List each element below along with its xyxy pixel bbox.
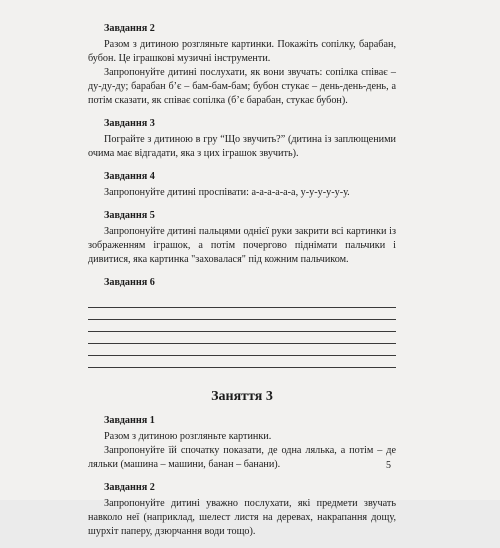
- task-4-block: [88, 170, 396, 200]
- task-paragraph: Запропонуйте дитині проспівати: а-а-а-а-а-а, у-у-у-у-у-у.: [104, 187, 350, 198]
- task-6-block: [88, 276, 396, 368]
- task-title: Завдання 3: [104, 118, 155, 129]
- page-content: [88, 22, 396, 548]
- task-title: Завдання 2: [104, 23, 155, 34]
- task-paragraph: Запропонуйте дитині уважно послухати, які предмети звучать навколо неї (наприклад, шелест листя на деревах, накрапання дощу, шурхіт паперу, дзюрчання води тощо).: [88, 498, 396, 537]
- lesson3-task-1-block: [88, 414, 396, 472]
- answer-line[interactable]: [88, 356, 396, 368]
- lesson-title: Заняття 3: [211, 389, 273, 404]
- task-title: Завдання 2: [104, 482, 155, 493]
- task-2-block: [88, 22, 396, 108]
- answer-line[interactable]: [88, 344, 396, 356]
- answer-line[interactable]: [88, 320, 396, 332]
- task-paragraph: Разом з дитиною розгляньте картинки.: [104, 431, 272, 442]
- task-3-block: [88, 117, 396, 161]
- task-title: Завдання 1: [104, 415, 155, 426]
- task-paragraph: Запропонуйте дитині пальцями однієї руки закрити всі картинки із зображенням іграшок, а потім почергово піднімати пальчики і дивитися, яка картинка "заховалася" під кожним пальчиком.: [88, 226, 396, 265]
- answer-line[interactable]: [88, 296, 396, 308]
- task-5-block: [88, 209, 396, 267]
- answer-line[interactable]: [88, 332, 396, 344]
- task-paragraph: [88, 66, 396, 108]
- lesson3-task-2-block: [88, 481, 396, 539]
- answer-line[interactable]: [88, 308, 396, 320]
- page-number: 5: [386, 460, 391, 471]
- task-paragraph-text: Запропонуйте дитині послухати, як вони звучать: сопілка співає – ду-ду-ду; барабан б’є – бам-бам-бам; бубон стукає – день-день-день, а потім сказати, як співає сопілка (б’є барабан, стукає бубон).: [88, 67, 396, 106]
- task-paragraph: Разом з дитиною розгляньте картинки. Покажіть сопілку, барабан, бубон. Це іграшкові музичні інструменти.: [88, 39, 396, 64]
- task-paragraph: Запропонуйте їй спочатку показати, де одна лялька, а потім – де ляльки (машина – машини, банан – банани).: [88, 445, 396, 470]
- task-title: Завдання 5: [104, 210, 155, 221]
- task-paragraph: Пограйте з дитиною в гру “Що звучить?” (дитина із заплющеними очима має відгадати, яка з цих іграшок звучить).: [88, 134, 396, 159]
- task-title: Завдання 6: [104, 277, 155, 288]
- answer-lines: [88, 296, 396, 368]
- task-title: Завдання 4: [104, 171, 155, 182]
